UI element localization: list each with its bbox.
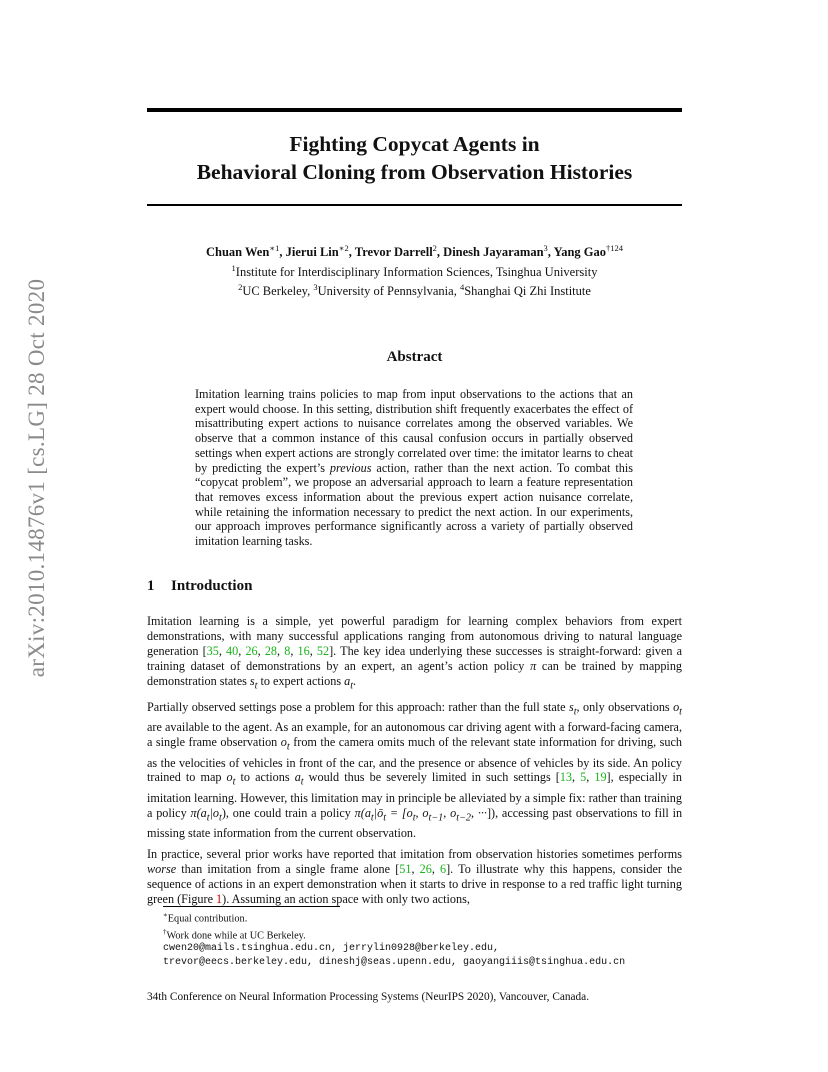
citation-link[interactable]: 35 (206, 643, 219, 658)
author-name: Dinesh Jayaraman (443, 245, 544, 260)
citation-link[interactable]: 13 (559, 770, 573, 785)
author-sup: 2 (432, 243, 437, 253)
math-expr: π(a (354, 805, 371, 820)
footnote-text: Equal contribution. (167, 913, 248, 925)
affiliation-sup: 2 (238, 282, 243, 293)
math: $\pi(a_t|ō_t = [o_t$, $o_{t-1}$, $o_{t-2}$, ··· (354, 805, 487, 824)
text: . (353, 673, 357, 688)
citation-link[interactable]: 19 (594, 770, 607, 785)
author-sup: †124 (606, 243, 624, 253)
math (344, 673, 354, 692)
footnote-mark: † (163, 927, 167, 936)
author-name: Chuan Wen (205, 245, 270, 260)
author-emails-line-2: trevor@eecs.berkeley.edu, dineshj@seas.upenn.edu, gaoyangiiis@tsinghua.edu.cn (163, 956, 626, 968)
abstract-text: Imitation learning trains policies to map from input observations to the actions that an expert would choose. In this setting, distribution shift frequently exacerbates the effect of misattributing expert actions to nuisance correlates among the observed variables. We observe that a common instance of this causal confusion occurs in partially observed settings when expert actions are strongly correlated over time: the imitator learns to cheat by predicting the expert’s (195, 387, 633, 475)
section-number: 1 (147, 578, 155, 594)
abstract-body (195, 387, 633, 549)
emphasis: worse (147, 861, 177, 876)
citation-link[interactable]: 8 (284, 643, 291, 658)
title-bottom-rule (147, 204, 682, 206)
author-sup: ∗1 (269, 243, 280, 253)
affiliation-text: UC Berkeley, (242, 284, 314, 299)
author-emails-line-1: cwen20@mails.tsinghua.edu.cn, jerrylin0928@berkeley.edu, (163, 943, 500, 955)
text: Partially observed settings pose a problem for this approach: rather than the full state (147, 699, 569, 714)
math: $o_t$ (226, 770, 236, 788)
text: ), one could train a policy (221, 805, 355, 820)
text: In practice, several prior works have reported that imitation from observation histories sometimes performs (147, 846, 682, 861)
affiliation-text: University of Pennsylvania, (317, 284, 460, 299)
citation-link[interactable]: 28 (264, 643, 278, 658)
author-names: Chuan Wen$^{∗1}$, Jierui Lin$^{∗2}$, Trevor Darrell$^2$, Dinesh Jayaraman$^3$, Yang Gao$^{\dagger 124}$ (205, 243, 624, 260)
conference-footer: 34th Conference on Neural Information Processing Systems (NeurIPS 2020), Vancouver, Canada. (147, 991, 590, 1003)
text: from the camera omits much of the relevant state information for driving, such as the velocities of vehicles in front of the car, and the presence or absence of vehicles by its side. An policy trained to map (147, 735, 682, 785)
text: than imitation from a single frame alone [ (176, 861, 400, 876)
footnote-rule (163, 906, 340, 907)
math: π (530, 658, 537, 673)
abstract-text: action, rather than the next action. To combat this “copycat problem”, we propose an adversarial approach to learn a feature representation that removes excess information about the previous expert action nuisance correlate, while retaining the information necessary to predict the next action. In our experiments, our approach improves performance significantly across a variety of partially observed imitation learning tasks. (195, 460, 633, 549)
affiliation-sup: 4 (459, 282, 465, 293)
title-top-rule (147, 108, 682, 112)
text: to actions (235, 770, 295, 785)
citation-link[interactable]: 52 (316, 643, 330, 658)
footnote-2 (163, 926, 625, 943)
text: can be trained by mapping demonstration states (147, 658, 683, 688)
author-name: Yang Gao (553, 245, 607, 260)
section-heading (147, 578, 252, 595)
paragraph: Partially observed settings pose a problem for this approach: rather than the full state $s_t$, only observations $o_t$ are available to the agent. As an example, for an autonomous car driving agent with a forward-facing camera, a single frame observation $o_t$ from the camera omits much of the relevant state information for driving, such as the velocities of vehicles in front of the car, and the presence or absence of vehicles by its side. An policy trained to map $o_t$ to actions $a_t$ would thus be severely limited in such settings [13, 5, 19], especially in imitation learning. However, this limitation may in principle be alleviated by a simple fix: rather than training a policy $\pi(a_t|o_t)$, one could train a policy $\pi(a_t|ō_t = [o_t$, $o_{t-1}$, $o_{t-2}$, ···]), accessing past observations to fill in missing state information from the current observation. (147, 699, 683, 841)
math-var: s (249, 673, 255, 688)
citation-link[interactable]: 26 (419, 861, 432, 876)
math-var: a (344, 673, 351, 688)
citation-link[interactable]: 16 (297, 643, 310, 658)
paragraph: Imitation learning is a simple, yet powerful paradigm for learning complex behaviors from expert demonstrations, with many successful applications ranging from autonomous driving to natural language generation [35, 40, 26, 28, 8, 16, 52]. The key idea underlying these successes is straight-forward: given a training dataset of demonstrations by an expert, an agent’s action policy π can be trained by mapping demonstration states $s_t$ to expert actions $a_t$. (147, 614, 683, 692)
abstract-heading: Abstract (386, 349, 443, 365)
text: would thus be severely limited in such settings [ (303, 770, 560, 785)
affiliation-line-1 (147, 261, 682, 281)
text: to expert actions (257, 673, 345, 688)
text: ]), accessing past observations to fill in missing state information from the current observation. (147, 805, 683, 841)
citation-link[interactable]: 6 (440, 861, 447, 876)
citation-link[interactable]: 51 (399, 861, 412, 876)
author-name: Jierui Lin (285, 245, 339, 260)
paper-title (147, 130, 682, 186)
text: are available to the agent. As an example, for an autonomous car driving agent with a forward-facing camera, a single frame observation (147, 720, 682, 750)
author-name: Trevor Darrell (354, 245, 433, 260)
citation-link[interactable]: 5 (580, 770, 587, 785)
text: ]. To illustrate why this happens, consider the sequence of actions in an expert demonstration when it starts to drive in response to a red traffic light turning green (Figure (147, 861, 683, 906)
math: $o_t$ (280, 735, 290, 753)
footnote-mark: ∗ (163, 911, 168, 919)
math: $\pi(a_t|o_t$ (190, 805, 222, 824)
figure-link[interactable]: 1 (216, 891, 223, 906)
text: Imitation learning is a simple, yet powerful paradigm for learning complex behaviors from expert demonstrations, with many successful applications ranging from autonomous driving to natural language generation [ (147, 614, 682, 658)
author-sup: ∗2 (338, 243, 349, 253)
footnote-1 (163, 909, 625, 926)
author-block (147, 241, 682, 300)
affiliation-text: Institute for Interdisciplinary Information Sciences, Tsinghua University (235, 264, 598, 279)
paragraph: In practice, several prior works have reported that imitation from observation histories sometimes performs worse than imitation from a single frame alone [51, 26, 6]. To illustrate why this happens, consider the sequence of actions in an expert demonstration when it starts to drive in response to a red traffic light turning green (Figure 1). Assuming an action space with only two actions, (147, 846, 683, 906)
text: ). Assuming an action space with only two actions, (222, 891, 470, 906)
text: ], especially in imitation learning. However, this limitation may in principle be alleviated by a simple fix: rather than training a policy (147, 770, 683, 820)
introduction-body (147, 614, 682, 913)
abstract-emphasis: previous (329, 460, 372, 475)
affiliation-sup: 1 (231, 262, 236, 273)
section-title: Introduction (171, 578, 253, 594)
affiliation-text: Shanghai Qi Zhi Institute (464, 284, 591, 299)
arxiv-side-stamp: arXiv:2010.14876v1 [cs.LG] 28 Oct 2020 (24, 278, 49, 678)
title-line-1: Fighting Copycat Agents in (289, 132, 540, 156)
math-sub: t (350, 680, 354, 692)
text: , only observations (576, 699, 674, 714)
title-line-2: Behavioral Cloning from Observation Histories (196, 160, 633, 184)
math-expr: = [o (386, 805, 413, 820)
math-expr: π(a (190, 805, 207, 820)
math: $a_t$ (294, 770, 304, 788)
math: $o_t$ (673, 699, 682, 718)
citation-link[interactable]: 40 (226, 643, 239, 658)
affiliation-line-2 (147, 280, 682, 300)
author-sup: 3 (543, 243, 548, 253)
footnotes (163, 909, 625, 969)
citation-link[interactable]: 26 (245, 643, 258, 658)
affiliation-sup: 3 (313, 282, 318, 293)
text: ]. The key idea underlying these successes is straight-forward: given a training dataset of demonstrations by an expert, an agent’s action policy (147, 643, 683, 673)
math: $s_t$ (568, 699, 577, 718)
footnote-text: Work done while at UC Berkeley. (166, 930, 306, 942)
math-sub: t (254, 680, 258, 692)
